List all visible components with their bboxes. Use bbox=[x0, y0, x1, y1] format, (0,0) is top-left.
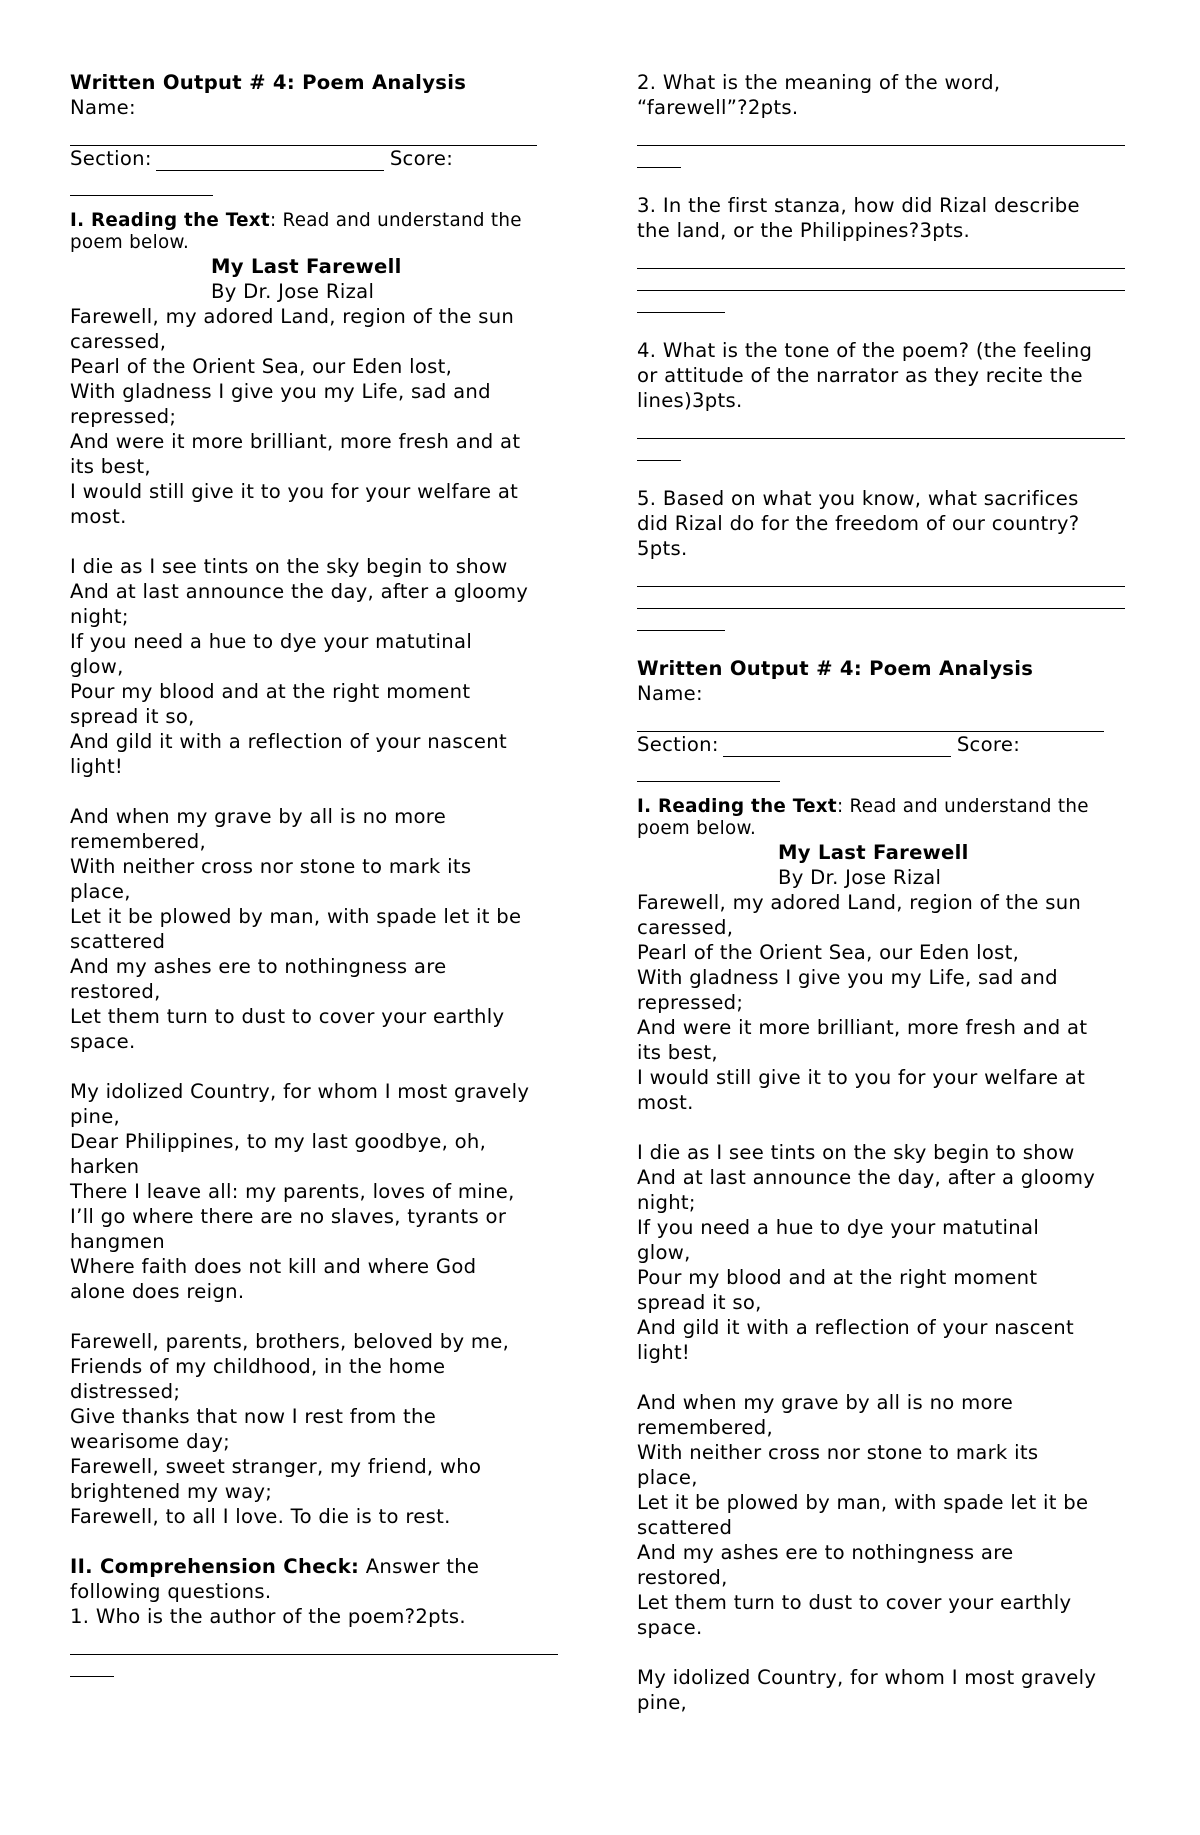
poem-line: light! bbox=[70, 755, 124, 778]
poem-line: And at last announce the day, after a gloomy bbox=[637, 1166, 1096, 1189]
question-text: lines)3pts. bbox=[637, 389, 743, 412]
part-two-instruction: Answer the bbox=[359, 1555, 480, 1578]
poem-line: With gladness I give you my Life, sad and bbox=[637, 966, 1058, 989]
question-text: “farewell”?2pts. bbox=[637, 96, 799, 119]
poem-line: place, bbox=[637, 1466, 698, 1489]
poem-line: place, bbox=[70, 880, 131, 903]
part-two-heading: II. Comprehension Check: bbox=[70, 1555, 360, 1578]
poem-line: spread it so, bbox=[70, 705, 195, 728]
poem-line: light! bbox=[637, 1341, 691, 1364]
poem-line: And were it more brilliant, more fresh and at bbox=[637, 1016, 1088, 1039]
question-text: 3. In the first stanza, how did Rizal describe bbox=[637, 194, 1080, 217]
poem-line: Farewell, my adored Land, region of the sun bbox=[70, 305, 515, 328]
comprehension-heading bbox=[70, 1554, 570, 1579]
poem-line: With gladness I give you my Life, sad and bbox=[70, 380, 491, 403]
section-score-row bbox=[637, 732, 1137, 757]
score-label: Score: bbox=[389, 147, 454, 170]
poem-line: remembered, bbox=[70, 830, 207, 853]
poem-line: caressed, bbox=[637, 916, 734, 939]
poem-line: And gild it with a reflection of your nascent bbox=[637, 1316, 1074, 1339]
reading-instructions bbox=[70, 210, 570, 254]
poem-line: alone does reign. bbox=[70, 1280, 245, 1303]
poem-line: hangmen bbox=[70, 1230, 165, 1253]
poem-stanza bbox=[70, 1329, 570, 1529]
poem-line: scattered bbox=[70, 930, 166, 953]
poem-line: Farewell, parents, brothers, beloved by me, bbox=[70, 1330, 510, 1353]
poem-line: And when my grave by all is no more bbox=[70, 805, 447, 828]
section-label: Section: bbox=[637, 733, 719, 756]
poem-line: With neither cross nor stone to mark its bbox=[637, 1441, 1039, 1464]
poem-line: most. bbox=[637, 1091, 694, 1114]
poem-line: repressed; bbox=[637, 991, 744, 1014]
part-one-instruction: : Read and understand the poem below. bbox=[70, 210, 522, 253]
score-answer-line[interactable] bbox=[70, 176, 213, 196]
poem-line: Friends of my childhood, in the home bbox=[70, 1355, 446, 1378]
poem-line: Pour my blood and at the right moment bbox=[70, 680, 471, 703]
question-text: did Rizal do for the freedom of our country? bbox=[637, 512, 1080, 535]
poem-line: Give thanks that now I rest from the bbox=[70, 1405, 437, 1428]
question-text: 2. What is the meaning of the word, bbox=[637, 71, 1001, 94]
poem-line: If you need a hue to dye your matutinal bbox=[637, 1216, 1040, 1239]
poem-stanza bbox=[637, 1140, 1137, 1365]
question-text: the land, or the Philippines?3pts. bbox=[637, 219, 970, 242]
answer-line-end[interactable] bbox=[70, 1676, 114, 1677]
section-label: Section: bbox=[70, 147, 152, 170]
poem-stanza bbox=[70, 304, 570, 529]
poem-line: I’ll go where there are no slaves, tyrants or bbox=[70, 1205, 507, 1228]
reading-instructions bbox=[637, 796, 1137, 840]
section-score-row bbox=[70, 146, 570, 171]
poem-line: scattered bbox=[637, 1516, 733, 1539]
poem-line: Pour my blood and at the right moment bbox=[637, 1266, 1038, 1289]
poem-line: harken bbox=[70, 1155, 140, 1178]
poem-line: Let it be plowed by man, with spade let it be bbox=[70, 905, 522, 928]
poem-line: spread it so, bbox=[637, 1291, 762, 1314]
poem-line: most. bbox=[70, 505, 127, 528]
poem-line: My idolized Country, for whom I most gravely bbox=[70, 1080, 530, 1103]
poem-stanza bbox=[70, 804, 570, 1054]
poem-line: space. bbox=[637, 1616, 703, 1639]
poem-line: Dear Philippines, to my last goodbye, oh, bbox=[70, 1130, 487, 1153]
poem-line: I die as I see tints on the sky begin to show bbox=[637, 1141, 1075, 1164]
question-text: 4. What is the tone of the poem? (the feeling bbox=[637, 339, 1093, 362]
section-answer-line[interactable] bbox=[156, 151, 384, 171]
poem-stanza bbox=[637, 1665, 1137, 1715]
poem-line: night; bbox=[70, 605, 129, 628]
poem-line: glow, bbox=[637, 1241, 691, 1264]
poem-line: Let it be plowed by man, with spade let it be bbox=[637, 1491, 1089, 1514]
poem-line: restored, bbox=[70, 980, 161, 1003]
worksheet-title: Written Output # 4: Poem Analysis bbox=[637, 657, 1034, 680]
poem-line: space. bbox=[70, 1030, 136, 1053]
part-two-instruction-cont: following questions. bbox=[70, 1580, 272, 1603]
part-one-instruction: : Read and understand the poem below. bbox=[637, 796, 1089, 839]
poem-author: By Dr. Jose Rizal bbox=[211, 280, 375, 303]
poem-line: And at last announce the day, after a gloomy bbox=[70, 580, 529, 603]
poem-line: Farewell, to all I love. To die is to rest. bbox=[70, 1505, 451, 1528]
name-label: Name: bbox=[637, 682, 703, 705]
worksheet-left-column bbox=[70, 70, 570, 1677]
poem-line: I would still give it to you for your welfare at bbox=[70, 480, 519, 503]
poem-author: By Dr. Jose Rizal bbox=[778, 866, 942, 889]
poem-title: My Last Farewell bbox=[778, 841, 969, 864]
poem-line: its best, bbox=[637, 1041, 718, 1064]
score-label: Score: bbox=[956, 733, 1021, 756]
poem-line: Let them turn to dust to cover your earthly bbox=[637, 1591, 1072, 1614]
poem-stanza bbox=[637, 890, 1137, 1115]
question-text: or attitude of the narrator as they recite the bbox=[637, 364, 1083, 387]
poem-line: With neither cross nor stone to mark its bbox=[70, 855, 472, 878]
poem-line: Farewell, sweet stranger, my friend, who bbox=[70, 1455, 482, 1478]
poem-line: brightened my way; bbox=[70, 1480, 273, 1503]
part-one-heading: I. Reading the Text bbox=[70, 210, 270, 231]
poem-line: Let them turn to dust to cover your earthly bbox=[70, 1005, 505, 1028]
poem-line: And my ashes ere to nothingness are bbox=[70, 955, 447, 978]
poem-line: I die as I see tints on the sky begin to show bbox=[70, 555, 508, 578]
poem-line: And were it more brilliant, more fresh and at bbox=[70, 430, 521, 453]
poem-line: My idolized Country, for whom I most gravely bbox=[637, 1666, 1097, 1689]
poem-line: distressed; bbox=[70, 1380, 181, 1403]
poem-line: remembered, bbox=[637, 1416, 774, 1439]
poem-line: Where faith does not kill and where God bbox=[70, 1255, 477, 1278]
poem-line: Farewell, my adored Land, region of the sun bbox=[637, 891, 1082, 914]
poem-line: There I leave all: my parents, loves of mine, bbox=[70, 1180, 515, 1203]
poem-stanza bbox=[637, 1390, 1137, 1640]
poem-stanza bbox=[70, 1079, 570, 1304]
question-text: 5. Based on what you know, what sacrifices bbox=[637, 487, 1079, 510]
worksheet-title: Written Output # 4: Poem Analysis bbox=[70, 71, 467, 94]
question-text: 1. Who is the author of the poem?2pts. bbox=[70, 1605, 466, 1628]
poem-line: its best, bbox=[70, 455, 151, 478]
poem-line: restored, bbox=[637, 1566, 728, 1589]
poem-line: And when my grave by all is no more bbox=[637, 1391, 1014, 1414]
section-answer-line[interactable] bbox=[723, 737, 951, 757]
poem-line: I would still give it to you for your welfare at bbox=[637, 1066, 1086, 1089]
poem-stanza bbox=[70, 554, 570, 779]
poem-line: repressed; bbox=[70, 405, 177, 428]
poem-line: Pearl of the Orient Sea, our Eden lost, bbox=[637, 941, 1020, 964]
poem-line: And my ashes ere to nothingness are bbox=[637, 1541, 1014, 1564]
question-text: 5pts. bbox=[637, 537, 688, 560]
poem-line: And gild it with a reflection of your nascent bbox=[70, 730, 507, 753]
poem-line: night; bbox=[637, 1191, 696, 1214]
poem-line: pine, bbox=[637, 1691, 688, 1714]
poem-title: My Last Farewell bbox=[211, 255, 402, 278]
name-label: Name: bbox=[70, 96, 136, 119]
poem-line: Pearl of the Orient Sea, our Eden lost, bbox=[70, 355, 453, 378]
poem-line: pine, bbox=[70, 1105, 121, 1128]
poem-line: wearisome day; bbox=[70, 1430, 230, 1453]
poem-line: If you need a hue to dye your matutinal bbox=[70, 630, 473, 653]
poem-line: glow, bbox=[70, 655, 124, 678]
poem-line: caressed, bbox=[70, 330, 167, 353]
score-answer-line[interactable] bbox=[637, 762, 780, 782]
worksheet-right-column bbox=[637, 70, 1137, 1715]
part-one-heading: I. Reading the Text bbox=[637, 796, 837, 817]
